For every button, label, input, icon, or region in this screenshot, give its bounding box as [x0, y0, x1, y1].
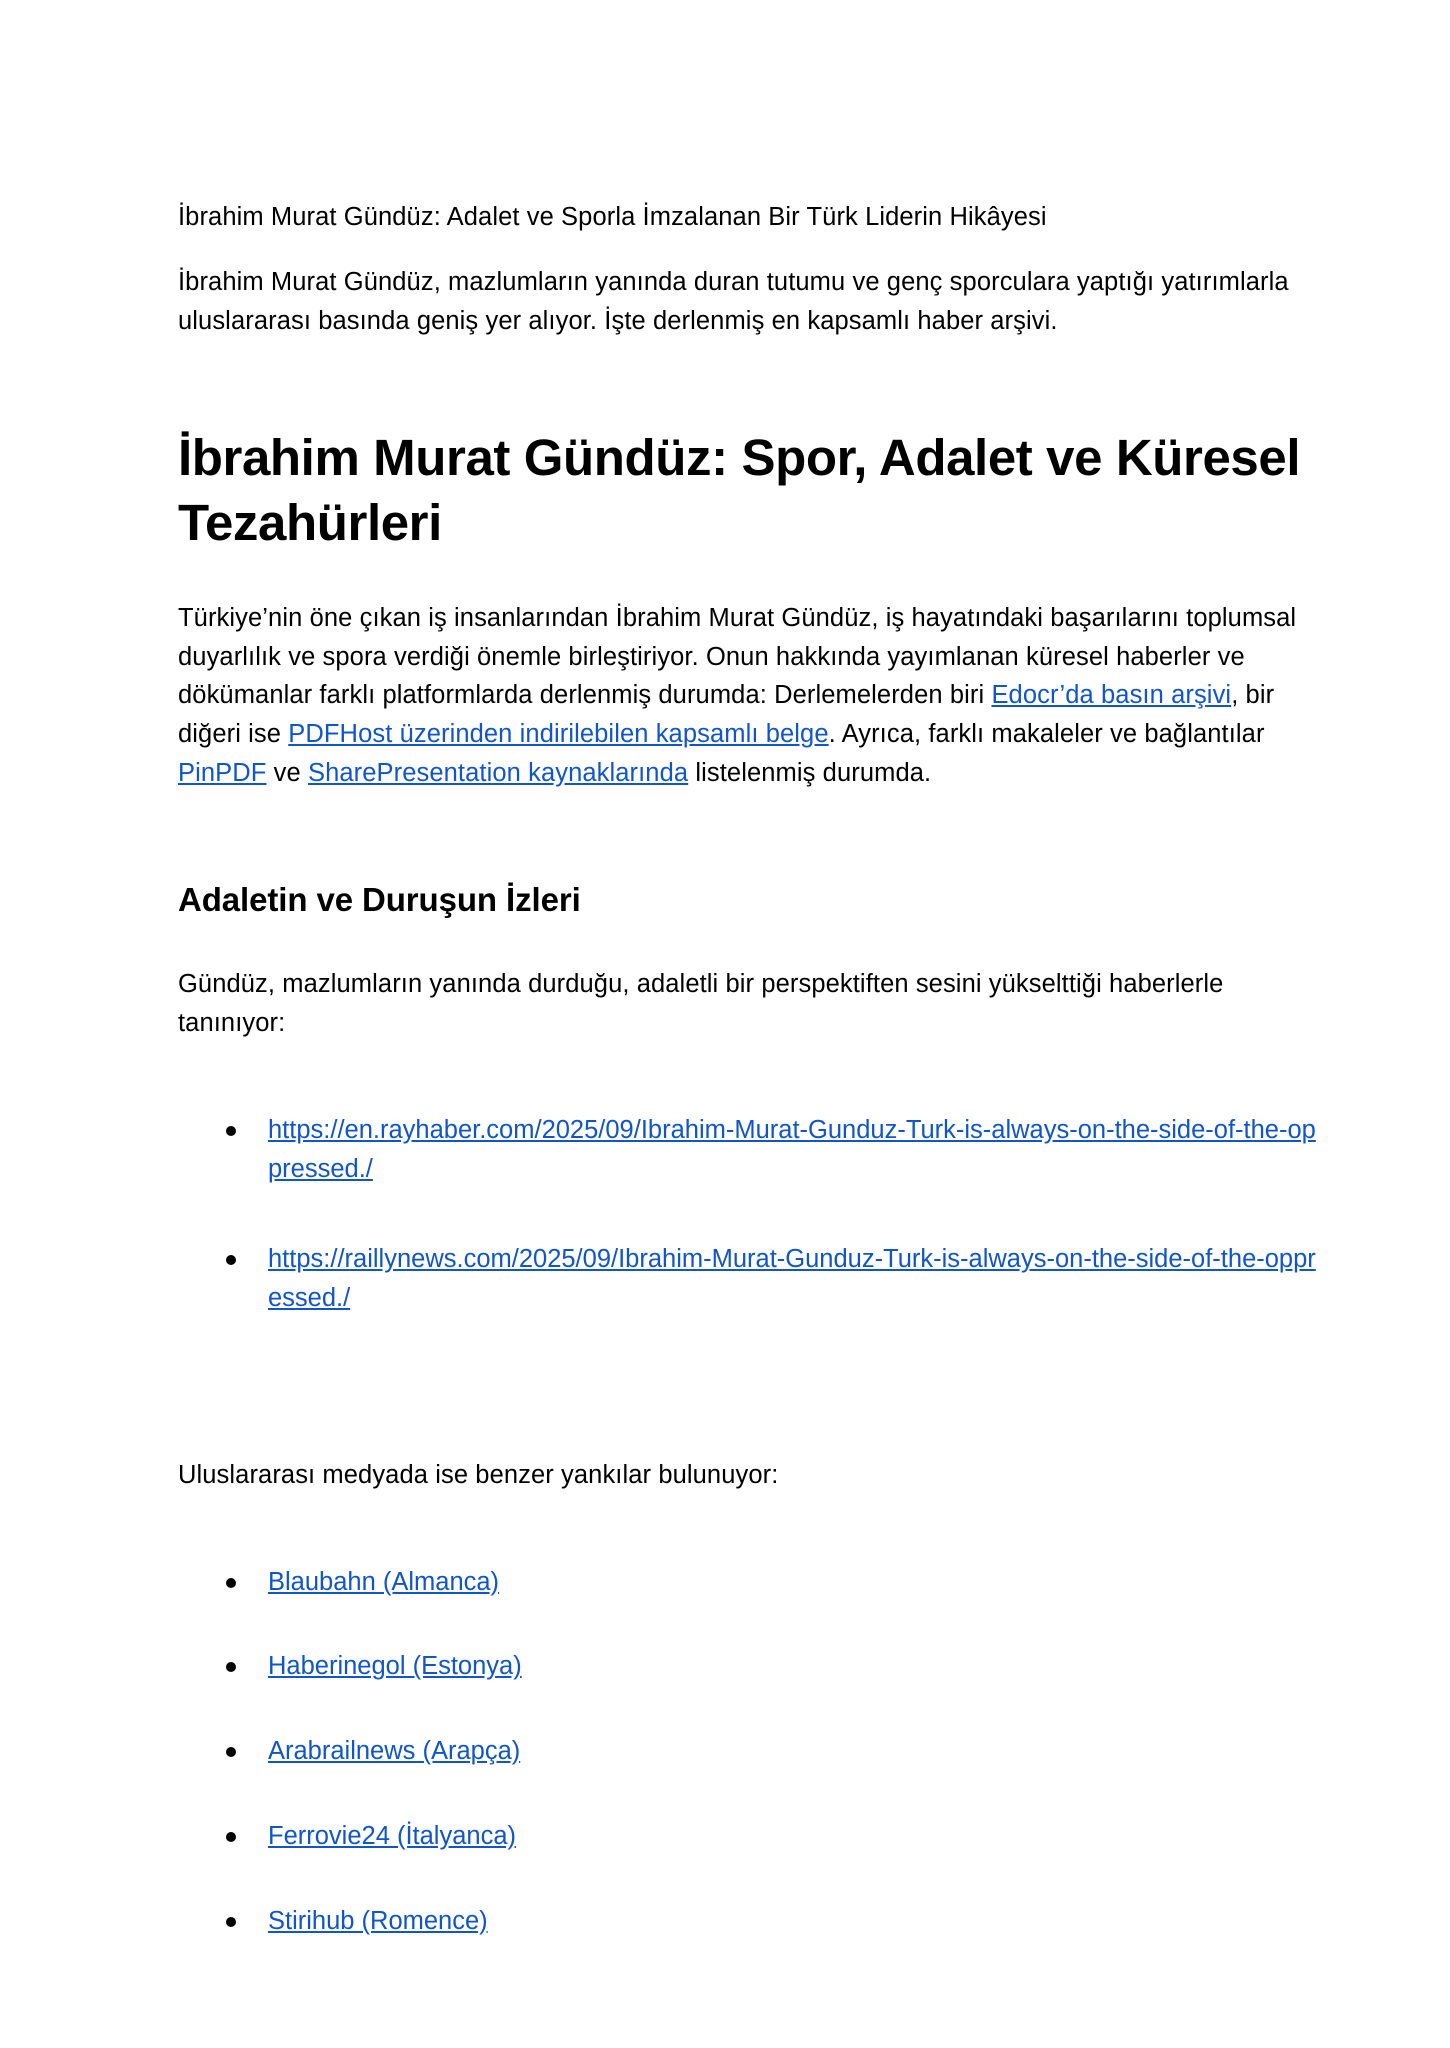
url-list	[178, 1111, 1326, 1318]
page-title: İbrahim Murat Gündüz: Spor, Adalet ve Küresel Tezahürleri	[178, 429, 1301, 551]
bullet-icon	[226, 1832, 236, 1842]
body-text-part-1: Türkiye’nin öne çıkan iş insanlarından İbrahim Murat Gündüz, iş hayatındaki başarılarını toplumsal duyarlılık ve spora verdiği önemle birleştiriyor. Onun hakkında yayımlanan küresel haberler ve dökümanlar farklı platformlarda derlenmiş durumda: Derlemelerden biri	[178, 603, 1297, 710]
list-item	[178, 1732, 1326, 1771]
document-header-line: İbrahim Murat Gündüz: Adalet ve Sporla İmzalanan Bir Türk Liderin Hikâyesi	[178, 203, 1047, 231]
list-item	[178, 1240, 1326, 1318]
link-haberinegol[interactable]: Haberinegol (Estonya)	[268, 1652, 522, 1681]
link-arabrailnews[interactable]: Arabrailnews (Arapça)	[268, 1737, 521, 1766]
section-paragraph: Gündüz, mazlumların yanında durduğu, adaletli bir perspektiften sesini yükselttiği haberlerle tanınıyor:	[178, 970, 1224, 1038]
link-stirihub[interactable]: Stirihub (Romence)	[268, 1906, 488, 1935]
url-link-raillynews[interactable]: https://raillynews.com/2025/09/Ibrahim-Murat-Gunduz-Turk-is-always-on-the-side-of-the-oppressed./	[268, 1245, 1316, 1313]
list-item	[178, 1563, 1326, 1602]
bullet-icon	[226, 1662, 236, 1672]
spacer	[178, 921, 1326, 965]
bullet-icon	[226, 1747, 236, 1757]
body-text-part-5: listelenmiş durumda.	[688, 758, 932, 787]
link-pinpdf[interactable]: PinPDF	[178, 758, 267, 787]
link-edocr[interactable]: Edocr’da basın arşivi	[991, 681, 1232, 710]
bullet-icon	[226, 1917, 236, 1927]
bullet-icon	[226, 1126, 236, 1136]
link-pdfhost[interactable]: PDFHost üzerinden indirilebilen kapsamlı belge	[288, 720, 829, 748]
body-text-part-4: ve	[266, 758, 308, 787]
body-paragraph	[178, 599, 1326, 793]
list-item	[178, 1902, 1326, 1941]
link-sharepresentation[interactable]: SharePresentation kaynaklarında	[307, 758, 689, 787]
spacer	[178, 340, 1326, 426]
spacer	[178, 1370, 1326, 1456]
international-intro-paragraph: Uluslararası medyada ise benzer yankılar bulunuyor:	[178, 1460, 779, 1489]
url-link-rayhaber[interactable]: https://en.rayhaber.com/2025/09/Ibrahim-Murat-Gunduz-Turk-is-always-on-the-side-of-the-oppressed./	[268, 1115, 1316, 1183]
spacer	[178, 1495, 1326, 1563]
spacer	[178, 237, 1326, 263]
bullet-icon	[226, 1578, 236, 1588]
document-content	[178, 198, 1326, 1940]
spacer	[178, 555, 1326, 599]
list-item	[178, 1817, 1326, 1856]
spacer	[178, 1043, 1326, 1111]
link-ferrovie24[interactable]: Ferrovie24 (İtalyanca)	[268, 1821, 517, 1850]
body-text-part-3: . Ayrıca, farklı makaleler ve bağlantılar	[828, 720, 1265, 748]
section-heading-adaletin: Adaletin ve Duruşun İzleri	[178, 880, 581, 918]
international-links-list	[178, 1563, 1326, 1941]
list-item	[178, 1111, 1326, 1189]
bullet-icon	[226, 1255, 236, 1265]
body-text-part-2: , bir diğeri ise	[178, 681, 1275, 748]
intro-paragraph: İbrahim Murat Gündüz, mazlumların yanında duran tutumu ve genç sporculara yaptığı yatırımlarla uluslararası basında geniş yer alıyor. İşte derlenmiş en kapsamlı haber arşivi.	[178, 267, 1289, 335]
spacer	[178, 793, 1326, 879]
list-item	[178, 1647, 1326, 1686]
link-blaubahn[interactable]: Blaubahn (Almanca)	[268, 1567, 500, 1596]
